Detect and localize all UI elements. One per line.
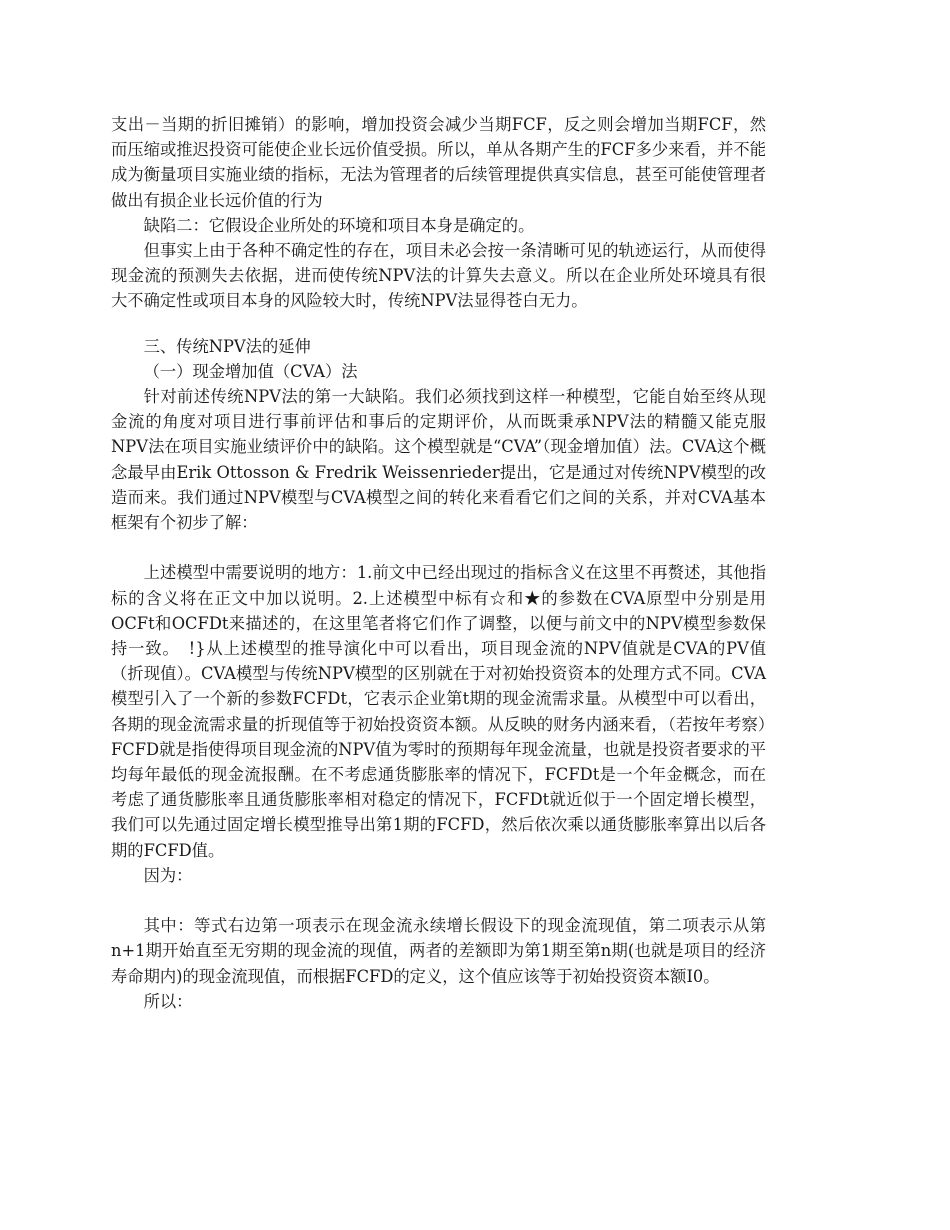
subsection-heading: （一）现金增加值（CVA）法 <box>143 361 358 381</box>
paragraph-defect-two: 缺陷二：它假设企业所处的环境和项目本身是确定的。 <box>143 215 535 235</box>
spacer <box>111 888 766 913</box>
paragraph-cva-intro: 针对前述传统NPV法的第一大缺陷。我们必须找到这样一种模型，它能自始至终从现金流的角度对项目进行事前评估和事后的定期评价，从而既秉承NPV法的精髓又能克服NPV法在项目实施业绩评价中的缺陷。这个模型就是“CVA”（现金增加值）法。CVA这个概念最早由Erik Ottosson & Fredrik Weissenrieder提出，它是通过对传统NPV模型的改造而来。我们通过NPV模型与CVA模型之间的转化来看看它们之间的关系，并对CVA基本框架有个初步了解： <box>111 387 766 533</box>
spacer <box>111 314 766 334</box>
paragraph-model-notes: 上述模型中需要说明的地方：1.前文中已经出现过的指标含义在这里不再赘述，其他指标的含义将在正文中加以说明。2.上述模型中标有☆和★的参数在CVA原型中分别是用OCFt和OCFDt来描述的，在这里笔者将它们作了调整，以便与前文中的NPV模型参数保持一致。 !}从上述模型的推导演化中可以看出，项目现金流的NPV值就是CVA的PV值（折现值）。CVA模型与传统NPV模型的区别就在于对初始投资资本的处理方式不同。CVA模型引入了一个新的参数FCFDt，它表示企业第t期的现金流需求量。从模型中可以看出，各期的现金流需求量的折现值等于初始投资资本额。从反映的财务内涵来看，（若按年考察）FCFD就是指使得项目现金流的NPV值为零时的预期每年现金流量，也就是投资者要求的平均每年最低的现金流报酬。在不考虑通货膨胀率的情况下，FCFDt是一个年金概念，而在考虑了通货膨胀率且通货膨胀率相对稳定的情况下，FCFDt就近似于一个固定增长模型，我们可以先通过固定增长模型推导出第1期的FCFD，然后依次乘以通货膨胀率算出以后各期的FCFD值。 <box>111 563 766 860</box>
spacer <box>111 535 766 560</box>
section-heading: 三、传统NPV法的延伸 <box>143 336 311 356</box>
paragraph-fcf-limitation: 支出－当期的折旧摊销）的影响，增加投资会减少当期FCF，反之则会增加当期FCF，然而压缩或推迟投资可能使企业长远价值受损。所以，单从各期产生的FCF多少来看，并不能成为衡量项目实施业绩的指标，无法为管理者的后续管理提供真实信息，甚至可能使管理者做出有损企业长远价值的行为 <box>111 115 766 210</box>
document-page <box>111 112 766 1014</box>
paragraph-uncertainty: 但事实上由于各种不确定性的存在，项目未必会按一条清晰可见的轨迹运行，从而使得现金流的预测失去依据，进而使传统NPV法的计算失去意义。所以在企业所处环境具有很大不确定性或项目本身的风险较大时，传统NPV法显得苍白无力。 <box>111 241 766 311</box>
paragraph-because: 因为： <box>143 865 193 885</box>
paragraph-where: 其中：等式右边第一项表示在现金流永续增长假设下的现金流现值，第二项表示从第n+1期开始直至无穷期的现金流的现值，两者的差额即为第1期至第n期(也就是项目的经济寿命期内)的现金流现值，而根据FCFD的定义，这个值应该等于初始投资资本额I0。 <box>111 916 766 986</box>
paragraph-therefore: 所以： <box>143 991 193 1011</box>
